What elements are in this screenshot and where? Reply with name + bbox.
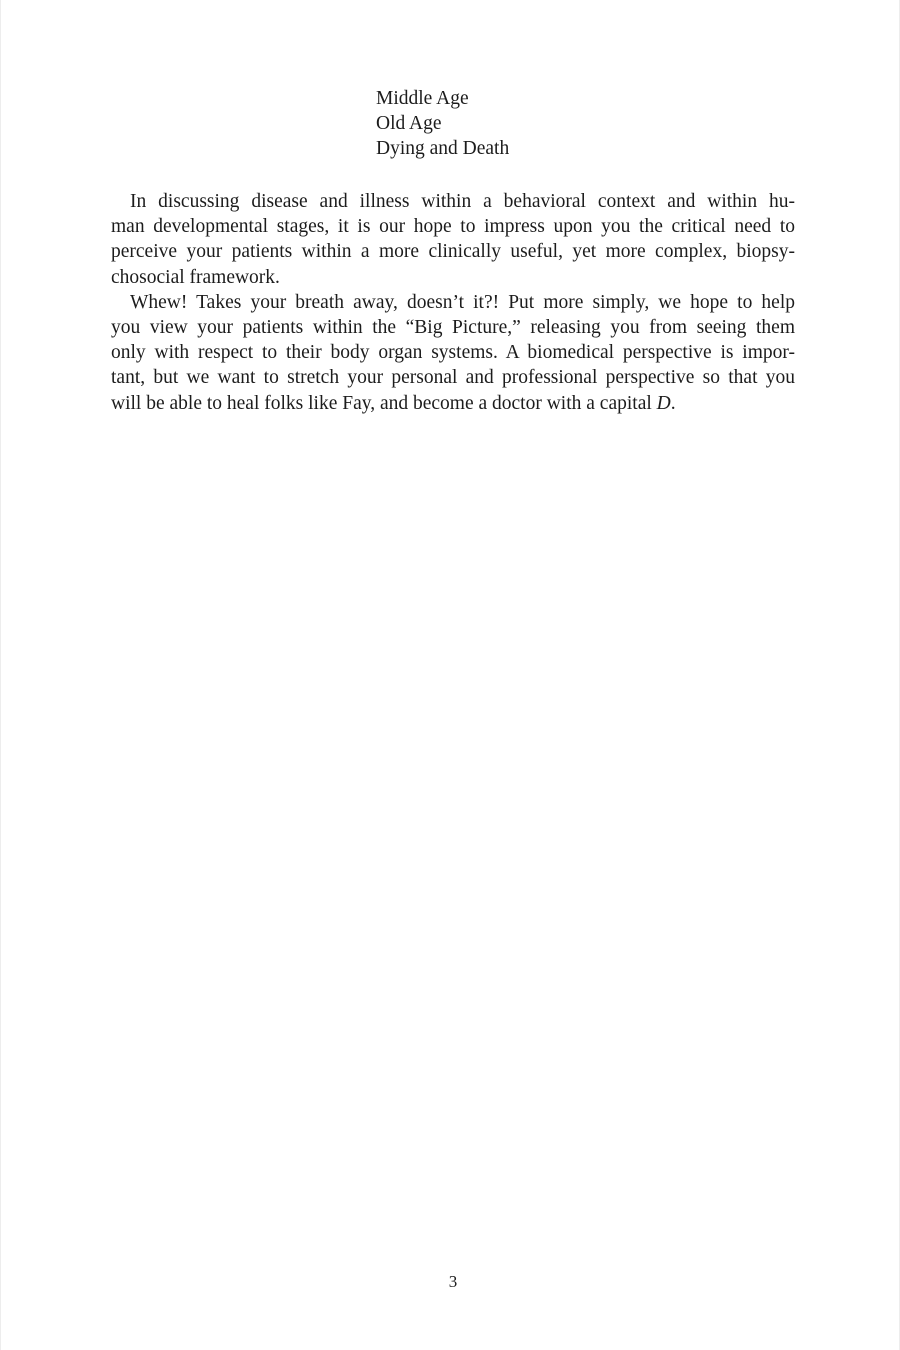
- list-item: Middle Age: [376, 88, 469, 109]
- text-line: only with respect to their body organ systems. A biomedical perspective is impor-: [111, 342, 795, 364]
- text-segment: .: [670, 392, 676, 414]
- text-line: [111, 391, 795, 416]
- text-line: you view your patients within the “Big Picture,” releasing you from seeing them: [111, 317, 795, 339]
- list-item: Old Age: [376, 113, 442, 134]
- text-line: man developmental stages, it is our hope to impress upon you the critical need to: [111, 216, 795, 238]
- life-stage-list: [376, 86, 509, 161]
- text-segment: will be able to heal folks like Fay, and become a doctor with a capital: [111, 392, 657, 414]
- text-line: tant, but we want to stretch your personal and professional perspective so that you: [111, 367, 795, 389]
- text-line: In discussing disease and illness within a behavioral context and within hu-: [130, 191, 795, 212]
- text-line: perceive your patients within a more clinically useful, yet more complex, biopsy-: [111, 241, 795, 263]
- italic-capital-d: D: [656, 392, 671, 414]
- paragraph-1: [111, 189, 795, 290]
- paragraph-2: [111, 290, 795, 416]
- text-line: chosocial framework.: [111, 266, 280, 288]
- text-line: Whew! Takes your breath away, doesn’t it?! Put more simply, we hope to help: [130, 291, 795, 313]
- list-item: Dying and Death: [376, 138, 510, 159]
- page-number: 3: [448, 1272, 458, 1291]
- body-text: [111, 189, 795, 416]
